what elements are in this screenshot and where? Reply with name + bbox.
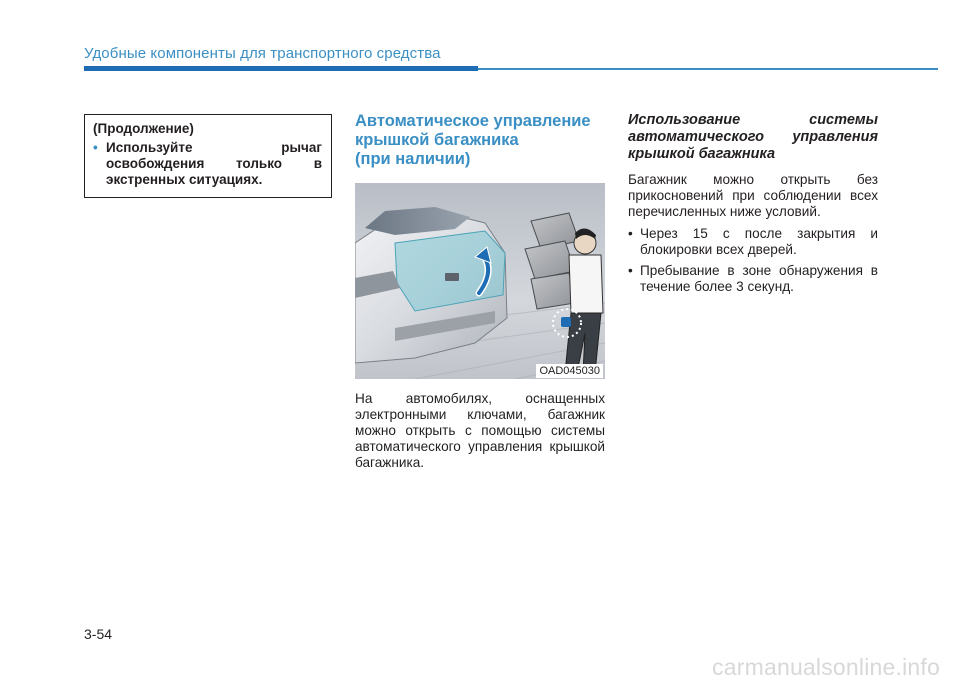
note-bullet-text: Используйте рычаг освобождения только в экстренных ситуациях. [106,140,322,187]
section-title-line3: (при наличии) [355,150,471,168]
page-number: 3-54 [84,626,113,642]
header-title: Удобные компоненты для транспортного средства [84,45,441,62]
section-body-text: На автомобилях, оснащенных электронными ключами, багажник можно открыть с помощью системы автоматического управления крышкой багажника. [355,391,605,470]
list-item-text: Через 15 с после закрытия и блокировки всех дверей. [640,226,878,257]
list-item [628,263,878,295]
section-title-line2: крышкой багажника [355,131,519,149]
header-bar-secondary [478,68,938,70]
list-item-text: Пребывание в зоне обнаружения в течение более 3 секунд. [640,263,878,294]
bullet-dot-icon: • [628,226,633,241]
note-bullet [93,140,322,188]
bullet-dot-icon: • [628,263,633,278]
usage-body-text: Багажник можно открыть без прикосновений при соблюдении всех перечисленных ниже условий. [628,172,878,219]
list-item [628,226,878,258]
usage-title: Использование системы автоматического управления крышкой багажника [628,112,878,162]
bullet-dot-icon: • [93,140,98,155]
header-bar-primary [84,66,478,71]
section-column [355,112,605,471]
section-title-line1: Автоматическое управление [355,112,591,130]
usage-conditions-list [628,226,878,295]
figure-caption: OAD045030 [536,364,603,378]
watermark: carmanualsonline.info [712,654,940,680]
usage-column [628,112,878,300]
trunk-illustration-svg [355,183,605,379]
section-title [355,112,605,169]
note-title: (Продолжение) [93,121,194,136]
trunk-illustration [355,183,605,379]
continued-note-box [84,114,332,198]
